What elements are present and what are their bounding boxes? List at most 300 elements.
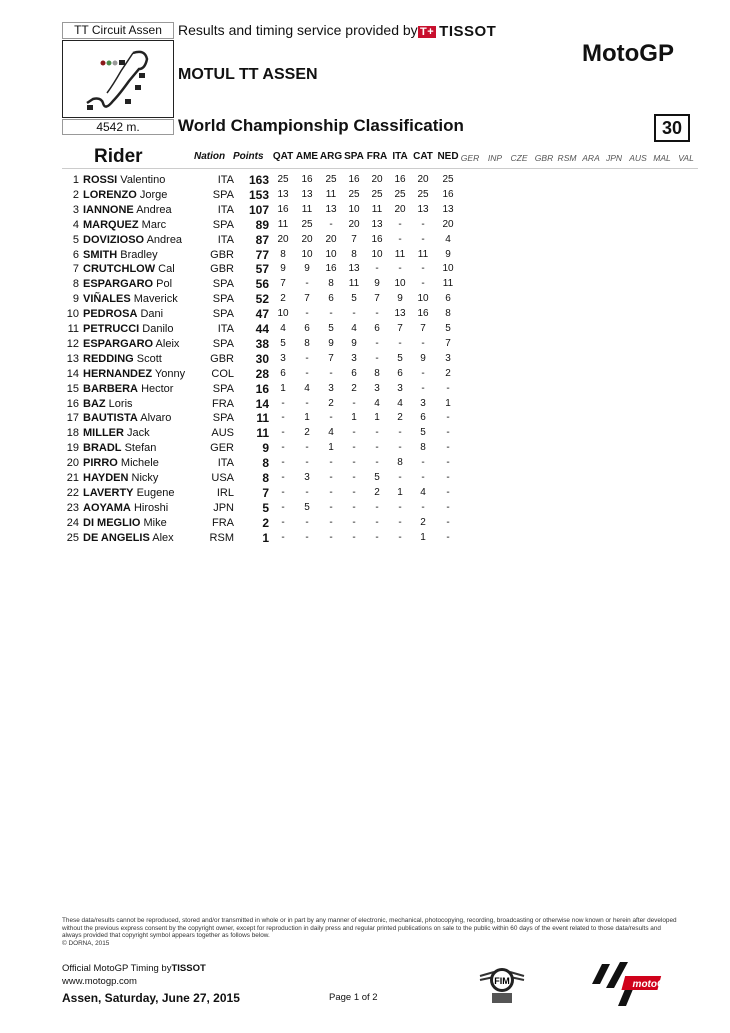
rider-position: 22: [66, 486, 79, 499]
rider-position: 21: [66, 472, 79, 484]
rider-name: [83, 353, 162, 365]
rider-position: 25: [66, 531, 79, 544]
race-points-fra: -: [375, 501, 379, 513]
rider-first-name: Eugene: [136, 486, 175, 499]
rider-name: [83, 427, 150, 439]
rider-first-name: Cal: [158, 263, 175, 276]
race-points-ned: 3: [445, 352, 451, 364]
race-points-cat: 1: [420, 531, 426, 543]
race-points-qat: -: [281, 531, 285, 543]
race-points-ame: 1: [304, 412, 310, 424]
race-points-ame: 20: [301, 233, 313, 245]
race-points-cat: 8: [420, 442, 426, 454]
future-race-header-cze: CZE: [510, 153, 528, 163]
race-points-spa: -: [352, 397, 356, 409]
race-points-ned: -: [446, 501, 450, 513]
race-points-spa: 3: [351, 352, 357, 364]
rider-points: 8: [262, 456, 269, 471]
race-points-cat: -: [421, 278, 425, 290]
race-points-ned: -: [446, 516, 450, 528]
race-points-ita: -: [398, 233, 402, 245]
race-points-ame: 13: [301, 188, 313, 200]
rider-position: 12: [66, 337, 79, 350]
race-points-ned: 9: [445, 248, 451, 260]
race-points-qat: -: [281, 457, 285, 469]
race-points-qat: -: [281, 442, 285, 454]
race-points-fra: 13: [371, 218, 383, 230]
race-points-cat: 16: [417, 308, 429, 320]
race-points-cat: 20: [417, 174, 429, 185]
race-points-ned: 6: [445, 293, 451, 305]
rider-nation: IRL: [216, 486, 234, 499]
race-points-ned: 25: [442, 174, 454, 185]
race-points-ned: -: [446, 442, 450, 454]
race-points-qat: 8: [280, 248, 286, 260]
race-points-spa: 11: [348, 278, 360, 290]
race-points-cat: 5: [420, 427, 426, 439]
rider-points: 14: [255, 396, 269, 411]
race-points-spa: -: [352, 531, 356, 543]
race-points-cat: 9: [420, 352, 426, 364]
rider-last-name: PIRRO: [83, 457, 118, 470]
race-points-qat: -: [281, 501, 285, 513]
race-points-arg: 4: [328, 427, 334, 439]
rider-nation: SPA: [212, 412, 234, 425]
race-points-ita: 11: [394, 248, 406, 260]
race-points-fra: -: [375, 263, 379, 275]
race-points-ned: -: [446, 531, 450, 543]
rider-position: 23: [66, 501, 79, 514]
rider-last-name: MARQUEZ: [83, 218, 139, 231]
race-points-arg: -: [329, 486, 333, 498]
rider-nation: FRA: [212, 516, 234, 529]
tissot-logo: [418, 23, 496, 40]
race-points-spa: 9: [351, 337, 357, 349]
race-points-ita: 1: [397, 486, 403, 498]
race-points-qat: 6: [280, 367, 286, 379]
race-points-ita: 20: [394, 203, 406, 215]
race-points-fra: -: [375, 308, 379, 320]
race-points-fra: -: [375, 427, 379, 439]
race-points-ned: -: [446, 457, 450, 469]
race-points-ned: -: [446, 412, 450, 424]
rider-nation: SPA: [212, 293, 234, 306]
race-points-ita: -: [398, 263, 402, 275]
timing-credit: [62, 963, 206, 974]
rider-nation: GBR: [210, 352, 234, 365]
race-points-spa: 2: [351, 382, 357, 394]
rider-points: 11: [256, 411, 269, 426]
race-points-ame: 3: [304, 472, 310, 483]
rider-nation: RSM: [209, 531, 234, 544]
rider-nation: SPA: [212, 308, 234, 321]
race-points-cat: 6: [420, 412, 426, 424]
race-points-qat: 1: [280, 382, 286, 394]
rider-points: 7: [262, 485, 269, 500]
race-column-header-spa: SPA: [344, 151, 364, 162]
rider-points: 163: [248, 173, 269, 187]
rider-nation: ITA: [217, 457, 234, 470]
race-points-arg: -: [329, 367, 333, 379]
rider-last-name: ESPARGARO: [83, 337, 154, 350]
rider-first-name: Michele: [120, 457, 159, 470]
race-points-qat: -: [281, 472, 285, 483]
race-points-qat: 9: [280, 263, 286, 275]
race-points-ame: -: [305, 457, 309, 469]
race-points-ame: 16: [301, 174, 313, 185]
rider-points: 1: [262, 530, 269, 545]
race-column-header-ita: ITA: [392, 151, 408, 162]
rider-position: 5: [72, 233, 79, 246]
race-points-ned: 7: [445, 337, 451, 349]
race-points-ame: 4: [304, 382, 310, 394]
rider-nation: USA: [211, 472, 234, 484]
race-points-spa: -: [352, 472, 356, 483]
race-points-ned: 8: [445, 308, 451, 320]
rider-position: 18: [66, 427, 79, 440]
rider-first-name: Alvaro: [140, 412, 172, 425]
rider-name: [83, 174, 165, 186]
rider-nation: ITA: [217, 323, 234, 335]
race-points-ame: 7: [304, 293, 310, 305]
rider-first-name: Dani: [140, 308, 164, 321]
race-points-ned: -: [446, 382, 450, 394]
race-points-ned: 10: [442, 263, 454, 275]
rider-name: [83, 487, 175, 499]
future-race-header-jpn: JPN: [605, 153, 623, 163]
rider-position: 17: [66, 412, 79, 425]
future-race-header-val: VAL: [678, 153, 694, 163]
rider-nation: GBR: [210, 263, 234, 276]
race-points-fra: 9: [374, 278, 380, 290]
race-points-ned: 13: [442, 203, 454, 215]
race-points-fra: 3: [374, 382, 380, 394]
race-points-ame: -: [305, 442, 309, 454]
race-points-fra: -: [375, 516, 379, 528]
race-points-fra: 10: [371, 248, 383, 260]
rider-first-name: Mike: [143, 516, 167, 529]
race-points-ita: -: [398, 442, 402, 454]
rider-nation: AUS: [211, 427, 234, 440]
race-points-fra: 6: [374, 323, 380, 334]
rider-name: [83, 278, 172, 290]
rider-name: [83, 442, 156, 454]
svg-text:FIM: FIM: [494, 976, 510, 986]
race-points-arg: -: [329, 472, 333, 483]
rider-name: [83, 412, 171, 424]
rider-last-name: BAUTISTA: [83, 412, 138, 425]
rider-name: [83, 249, 158, 261]
future-race-header-mal: MAL: [653, 153, 671, 163]
race-points-qat: 10: [277, 308, 289, 320]
rider-points: 107: [248, 202, 269, 217]
race-points-arg: -: [329, 412, 333, 424]
race-points-cat: 7: [420, 323, 426, 334]
rider-last-name: DOVIZIOSO: [83, 233, 145, 246]
race-points-cat: 25: [417, 188, 429, 200]
rider-position: 8: [72, 278, 79, 291]
rider-name: [83, 293, 178, 305]
rider-points: 52: [255, 292, 269, 307]
rider-nation: SPA: [212, 278, 234, 291]
race-points-arg: 11: [325, 188, 337, 200]
rider-last-name: CRUTCHLOW: [83, 263, 156, 276]
race-points-ned: 11: [442, 278, 454, 290]
race-points-ned: 1: [445, 397, 451, 409]
race-points-spa: -: [352, 501, 356, 513]
rider-points: 28: [255, 366, 269, 381]
rider-first-name: Valentino: [120, 174, 166, 186]
rider-first-name: Aleix: [155, 337, 180, 350]
rider-points: 57: [255, 262, 269, 277]
rider-position: 7: [72, 263, 79, 276]
race-points-ame: 6: [304, 323, 310, 334]
future-race-header-ara: ARA: [582, 153, 600, 163]
rider-name: [83, 189, 167, 201]
rider-points: 89: [255, 217, 269, 232]
rider-nation: JPN: [213, 501, 234, 514]
rider-position: 16: [66, 397, 79, 410]
rider-position: 9: [72, 293, 79, 306]
race-points-cat: 3: [420, 397, 426, 409]
timing-prefix: Official MotoGP Timing by: [62, 963, 172, 974]
rider-points: 153: [248, 187, 269, 202]
rider-position: 24: [66, 516, 79, 529]
race-points-arg: 2: [328, 397, 334, 409]
rider-name: [83, 234, 182, 246]
rider-points: 2: [262, 515, 269, 530]
fim-logo: [478, 962, 526, 1011]
rider-last-name: LAVERTY: [83, 486, 134, 499]
race-points-spa: -: [352, 457, 356, 469]
race-points-ame: -: [305, 516, 309, 528]
race-points-ame: -: [305, 367, 309, 379]
race-points-fra: -: [375, 352, 379, 364]
race-points-ita: -: [398, 218, 402, 230]
rider-nation: COL: [211, 367, 234, 380]
race-points-spa: -: [352, 427, 356, 439]
rider-points: 5: [262, 500, 269, 515]
race-column-header-qat: QAT: [272, 151, 294, 162]
rider-first-name: Danilo: [142, 323, 174, 335]
rider-last-name: VIÑALES: [83, 293, 131, 306]
race-points-fra: 4: [374, 397, 380, 409]
race-points-arg: -: [329, 457, 333, 469]
race-points-arg: 1: [328, 442, 334, 454]
rider-position: 4: [72, 218, 79, 231]
circuit-length: 4542 m.: [62, 119, 174, 135]
race-points-spa: 10: [348, 203, 360, 215]
page-indicator: Page 1 of 2: [329, 992, 378, 1003]
rider-nation: SPA: [212, 218, 234, 231]
rider-points: 8: [262, 471, 269, 485]
race-points-ned: 4: [445, 233, 451, 245]
race-points-qat: 16: [277, 203, 289, 215]
future-race-header-inp: INP: [487, 153, 503, 163]
rider-last-name: DI MEGLIO: [83, 516, 141, 529]
race-points-qat: -: [281, 516, 285, 528]
rider-name: [83, 517, 167, 529]
rider-first-name: Maverick: [133, 293, 178, 306]
race-points-arg: 10: [325, 248, 337, 260]
race-points-qat: 3: [280, 352, 286, 364]
race-points-fra: -: [375, 337, 379, 349]
rider-name: [83, 263, 175, 275]
race-points-ita: 16: [394, 174, 406, 185]
rider-name: [83, 219, 166, 231]
rider-first-name: Pol: [156, 278, 173, 291]
race-points-cat: -: [421, 337, 425, 349]
rider-last-name: HAYDEN: [83, 472, 129, 484]
race-points-fra: 1: [374, 412, 380, 424]
race-points-arg: 25: [325, 174, 337, 185]
rider-name: [83, 204, 172, 216]
event-date: Assen, Saturday, June 27, 2015: [62, 991, 240, 1005]
points-column-header: Points: [233, 151, 264, 162]
rider-points: 30: [255, 351, 269, 366]
race-points-ita: 25: [394, 188, 406, 200]
race-points-qat: -: [281, 427, 285, 439]
rider-first-name: Andrea: [146, 233, 183, 246]
event-name: MOTUL TT ASSEN: [178, 66, 318, 83]
rider-last-name: BRADL: [83, 442, 122, 455]
race-points-cat: 10: [417, 293, 429, 305]
race-points-spa: 8: [351, 248, 357, 260]
rider-nation: SPA: [212, 188, 234, 201]
race-points-cat: 13: [417, 203, 429, 215]
race-points-ame: 8: [304, 337, 310, 349]
race-points-ned: 2: [445, 367, 451, 379]
copyright: © DORNA, 2015: [62, 939, 110, 947]
race-points-fra: 16: [371, 233, 383, 245]
race-points-cat: -: [421, 233, 425, 245]
race-points-cat: -: [421, 457, 425, 469]
rider-points: 47: [255, 307, 269, 322]
race-points-qat: 5: [280, 337, 286, 349]
race-points-ita: -: [398, 337, 402, 349]
rider-position: 13: [66, 352, 79, 365]
race-points-ita: 5: [397, 352, 403, 364]
race-points-cat: -: [421, 382, 425, 394]
tissot-logo-text: TISSOT: [439, 23, 497, 40]
rider-name: [83, 368, 185, 380]
rider-points: 87: [255, 232, 269, 247]
motogp-logo: [588, 958, 668, 1013]
race-points-fra: -: [375, 531, 379, 543]
race-points-spa: -: [352, 516, 356, 528]
future-race-header-aus: AUS: [629, 153, 647, 163]
nation-column-header: Nation: [194, 151, 226, 162]
race-points-spa: 13: [348, 263, 360, 275]
disclaimer-text: These data/results cannot be reproduced, stored and/or transmitted in whole or in part by any manner of electronic, mechanical, photocopying, recording, broadcasting or otherwise now known or herein after developed without the previous express consent by the copyright owner, except for reproduction in daily press and regular printed publications on sale to the public within 60 days of the event related to those data/results and always provided that copyright symbol appears together as follows below.: [62, 917, 677, 940]
race-points-ned: -: [446, 427, 450, 439]
circuit-map: [62, 40, 174, 118]
circuit-name: TT Circuit Assen: [62, 22, 174, 39]
race-points-arg: 3: [328, 382, 334, 394]
race-points-cat: -: [421, 218, 425, 230]
race-points-fra: 2: [374, 486, 380, 498]
rider-first-name: Yonny: [154, 367, 186, 380]
rider-position: 2: [72, 188, 79, 201]
rider-last-name: ESPARGARO: [83, 278, 154, 291]
race-points-ita: -: [398, 472, 402, 483]
rider-name: [83, 323, 173, 335]
race-points-arg: 7: [328, 352, 334, 364]
race-points-fra: 8: [374, 367, 380, 379]
future-race-header-gbr: GBR: [534, 153, 554, 163]
race-points-spa: -: [352, 486, 356, 498]
race-points-ame: 2: [304, 427, 310, 439]
race-points-fra: 7: [374, 293, 380, 305]
race-points-ame: 9: [304, 263, 310, 275]
race-points-cat: -: [421, 367, 425, 379]
rider-first-name: Jack: [127, 427, 150, 440]
rider-last-name: PETRUCCI: [83, 323, 140, 335]
rider-first-name: Bradley: [120, 248, 158, 261]
race-points-ita: 2: [397, 412, 403, 424]
rider-first-name: Hiroshi: [133, 501, 169, 514]
race-points-ame: -: [305, 531, 309, 543]
race-points-qat: 7: [280, 278, 286, 290]
rider-name: [83, 338, 179, 350]
rider-name: [83, 398, 133, 410]
race-points-spa: 6: [351, 367, 357, 379]
race-points-ita: -: [398, 501, 402, 513]
race-points-ita: -: [398, 427, 402, 439]
rider-position: 6: [72, 248, 79, 261]
race-points-spa: 16: [348, 174, 360, 185]
race-points-spa: 5: [351, 293, 357, 305]
disclaimer: [62, 917, 682, 947]
rider-position: 15: [66, 382, 79, 395]
race-points-ita: 8: [397, 457, 403, 469]
race-points-cat: 2: [420, 516, 426, 528]
rider-last-name: BAZ: [83, 397, 106, 410]
race-points-ita: 6: [397, 367, 403, 379]
race-points-ned: 16: [442, 188, 454, 200]
race-points-ame: 5: [304, 501, 310, 513]
rider-nation: GBR: [210, 248, 234, 261]
race-points-fra: 25: [371, 188, 383, 200]
rider-first-name: Alex: [152, 531, 174, 544]
race-points-ita: -: [398, 531, 402, 543]
race-points-cat: -: [421, 263, 425, 275]
race-column-header-arg: ARG: [319, 151, 343, 162]
rider-points: 77: [255, 247, 269, 262]
future-race-header-ger: GER: [460, 153, 480, 163]
rider-last-name: LORENZO: [83, 188, 137, 201]
race-points-qat: 13: [277, 188, 289, 200]
rider-first-name: Scott: [136, 352, 162, 365]
website-link[interactable]: www.motogp.com: [62, 976, 137, 987]
race-points-arg: -: [329, 218, 333, 230]
rider-nation: FRA: [212, 397, 234, 410]
race-points-ame: -: [305, 486, 309, 498]
rider-points: 44: [255, 322, 269, 336]
rider-points: 16: [255, 381, 269, 396]
race-points-ita: -: [398, 516, 402, 528]
race-points-ame: -: [305, 397, 309, 409]
rider-name: [83, 383, 173, 395]
race-points-qat: 25: [277, 174, 289, 185]
race-points-spa: -: [352, 442, 356, 454]
rider-position: 1: [72, 174, 79, 186]
race-points-ame: 10: [301, 248, 313, 260]
race-points-spa: 20: [348, 218, 360, 230]
race-column-header-ned: NED: [437, 151, 459, 162]
rider-points: 9: [262, 441, 269, 456]
race-points-ned: 20: [442, 218, 454, 230]
